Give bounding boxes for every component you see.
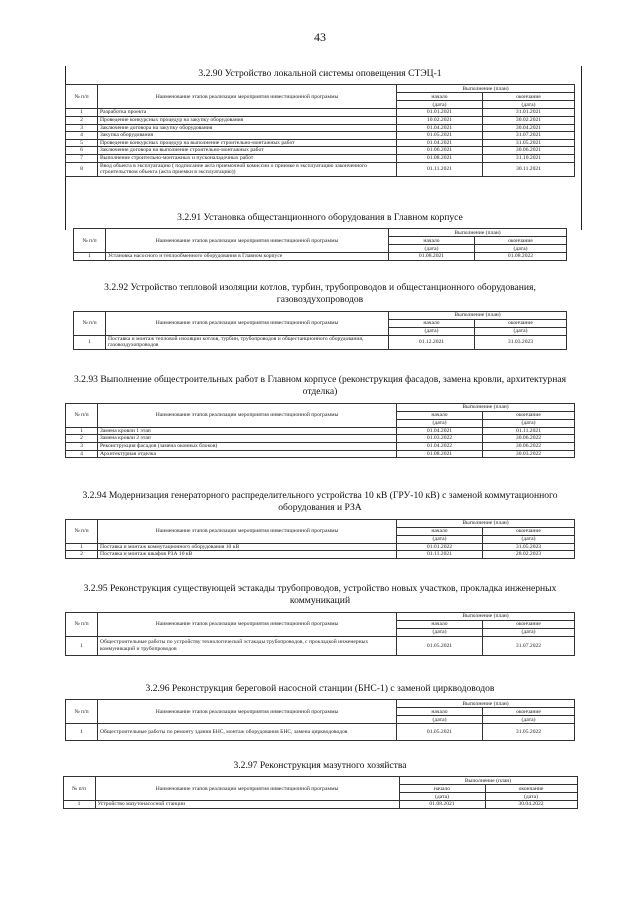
row-stage-name: Архитектурная отделка: [98, 450, 397, 458]
col-header-plan: Выполнение (план): [397, 612, 575, 620]
row-number: 1: [74, 335, 106, 349]
col-header-num: № п/п: [66, 519, 98, 543]
col-header-end: окончание: [483, 527, 575, 535]
col-header-name: Наименование этапов реализации мероприятия инвестиционной программы: [98, 85, 397, 109]
col-header-name: Наименование этапов реализации мероприятия инвестиционной программы: [95, 777, 399, 801]
schedule-table: [65, 699, 575, 741]
col-header-start-date: (дата): [397, 628, 483, 636]
row-number: 1: [66, 724, 98, 741]
col-header-num: № п/п: [66, 700, 98, 724]
section-title: 3.2.91 Установка общестанционного оборудования в Главном корпусе: [177, 212, 463, 223]
schedule-table: [65, 519, 575, 559]
row-start-date: 01.08.2021: [397, 450, 483, 458]
row-start-date: 01.04.2021: [397, 139, 483, 147]
section: [73, 212, 567, 261]
section: [63, 760, 578, 809]
row-stage-name: Разработка проекта: [98, 109, 397, 117]
row-number: 1: [66, 543, 98, 551]
table-row: [66, 154, 575, 162]
row-start-date: 01.05.2021: [397, 636, 483, 655]
table-row: [66, 435, 575, 443]
col-header-name: Наименование этапов реализации мероприятия инвестиционной программы: [98, 403, 397, 427]
col-header-name: Наименование этапов реализации мероприятия инвестиционной программы: [106, 311, 389, 335]
table-row: [66, 724, 575, 741]
col-header-end: окончание: [483, 93, 575, 101]
col-header-start: начало: [397, 411, 483, 419]
col-header-end-date: (дата): [485, 793, 577, 801]
row-end-date: 31.07.2021: [483, 132, 575, 140]
table-header-row: [66, 403, 575, 411]
row-end-date: 30.03.2022: [483, 450, 575, 458]
row-number: 1: [74, 253, 106, 261]
schedule-table: [65, 612, 575, 656]
col-header-end-date: (дата): [483, 535, 575, 543]
row-start-date: 01.08.2021: [397, 154, 483, 162]
col-header-plan: Выполнение (план): [389, 311, 567, 319]
table-header-row: [66, 519, 575, 527]
col-header-num: № п/п: [74, 311, 106, 335]
section-title: 3.2.92 Устройство тепловой изоляции котлов, турбин, трубопроводов и общестанционного оборудования, газовоздухопроводов: [104, 282, 536, 306]
row-end-date: 30.04.2021: [483, 124, 575, 132]
schedule-table: [73, 311, 567, 350]
col-header-start: начало: [389, 319, 475, 327]
row-end-date: 28.02.2023: [483, 551, 575, 559]
table-header-row: [74, 311, 567, 319]
row-end-date: 30.06.2021: [483, 147, 575, 155]
section-title: 3.2.96 Реконструкция береговой насосной станции (БНС-1) с заменой циркводоводов: [145, 683, 495, 694]
section: [65, 490, 575, 559]
col-header-end: окончание: [475, 319, 567, 327]
row-end-date: 31.05.2022: [483, 724, 575, 741]
col-header-start-date: (дата): [397, 716, 483, 724]
row-stage-name: Устройство мазутонасосной станции: [95, 801, 399, 809]
col-header-start-date: (дата): [399, 793, 485, 801]
col-header-end-date: (дата): [483, 716, 575, 724]
row-end-date: 31.03.2023: [475, 335, 567, 349]
row-end-date: 30.04.2022: [485, 801, 577, 809]
row-start-date: 01.04.2022: [397, 443, 483, 451]
row-start-date: 01.05.2021: [397, 724, 483, 741]
row-end-date: 31.07.2022: [483, 636, 575, 655]
row-start-date: 10.02.2021: [397, 117, 483, 125]
table-row: [74, 335, 567, 349]
col-header-start-date: (дата): [389, 327, 475, 335]
section-title: 3.2.97 Реконструкция мазутного хозяйства: [233, 760, 407, 771]
col-header-num: № п/п: [63, 777, 95, 801]
table-row: [63, 801, 577, 809]
col-header-name: Наименование этапов реализации мероприятия инвестиционной программы: [98, 700, 397, 724]
row-start-date: 01.01.2021: [397, 109, 483, 117]
row-stage-name: Поставка и монтаж коммутационного оборудования 10 кВ: [98, 543, 397, 551]
table-row: [66, 117, 575, 125]
table-row: [66, 636, 575, 655]
row-stage-name: Выполнение строительно-монтажных и пусконаладочных работ: [98, 154, 397, 162]
table-row: [66, 450, 575, 458]
row-number: 2: [66, 435, 98, 443]
schedule-table: [65, 403, 575, 458]
row-start-date: 01.12.2021: [389, 335, 475, 349]
row-number: 5: [66, 139, 98, 147]
schedule-table: [63, 776, 578, 809]
table-row: [66, 543, 575, 551]
row-stage-name: Общестроительные работы по ремонту здания БНС, монтаж оборудования БНС, замена циркводоводов: [98, 724, 397, 741]
table-row: [66, 124, 575, 132]
section: [65, 683, 575, 741]
schedule-table: [73, 228, 567, 261]
row-start-date: 01.08.2021: [389, 253, 475, 261]
row-end-date: 01.08.2022: [475, 253, 567, 261]
row-stage-name: Общестроительные работы по устройству технологической эстакады трубопроводов, с прокладкой инженерных коммуникаций и трубопроводов: [98, 636, 397, 655]
row-number: 3: [66, 124, 98, 132]
table-header-row: [63, 777, 577, 785]
table-row: [66, 162, 575, 176]
col-header-num: № п/п: [74, 229, 106, 253]
table-row: [66, 427, 575, 435]
table-header-row: [66, 85, 575, 93]
col-header-num: № п/п: [66, 612, 98, 636]
col-header-plan: Выполнение (план): [397, 85, 575, 93]
row-number: 3: [66, 443, 98, 451]
row-number: 1: [66, 636, 98, 655]
col-header-start-date: (дата): [389, 245, 475, 253]
row-stage-name: Заключение договора на выполнение строительно-монтажных работ: [98, 147, 397, 155]
col-header-end: окончание: [475, 237, 567, 245]
col-header-end-date: (дата): [475, 327, 567, 335]
table-header-row: [66, 612, 575, 620]
row-end-date: 31.05.2023: [483, 543, 575, 551]
row-stage-name: Поставка и монтаж шкафов РЗА 10 кВ: [98, 551, 397, 559]
row-stage-name: Установка насосного и теплообменного оборудования в Главном корпусе: [106, 253, 389, 261]
row-start-date: 01.11.2021: [397, 162, 483, 176]
table-row: [66, 132, 575, 140]
col-header-end: окончание: [483, 620, 575, 628]
row-end-date: 30.06.2022: [483, 443, 575, 451]
row-start-date: 01.06.2021: [397, 147, 483, 155]
table-row: [66, 551, 575, 559]
col-header-end-date: (дата): [483, 628, 575, 636]
col-header-end-date: (дата): [483, 101, 575, 109]
row-number: 1: [66, 109, 98, 117]
row-stage-name: Ввод объекта в эксплуатацию ( подписание акта приемочной комиссии о приемке в эксплуатацию законченного строительством объекта (акта приемки в эксплуатацию)): [98, 162, 397, 176]
col-header-start: начало: [397, 708, 483, 716]
col-header-plan: Выполнение (план): [389, 229, 567, 237]
col-header-start: начало: [389, 237, 475, 245]
section-title: 3.2.94 Модернизация генераторного распределительного устройства 10 кВ (ГРУ-10 кВ) с заменой коммутационного оборудования и РЗА: [82, 490, 558, 514]
row-number: 4: [66, 450, 98, 458]
row-end-date: 01.11.2021: [483, 427, 575, 435]
row-number: 1: [63, 801, 95, 809]
col-header-end: окончание: [483, 411, 575, 419]
col-header-start: начало: [397, 620, 483, 628]
col-header-plan: Выполнение (план): [397, 403, 575, 411]
row-stage-name: Поставка и монтаж тепловой изоляции котлов, турбин, трубопроводов и общестанционного оборудования, газовоздухопроводов: [106, 335, 389, 349]
col-header-name: Наименование этапов реализации мероприятия инвестиционной программы: [98, 519, 397, 543]
table-header-row: [66, 700, 575, 708]
row-end-date: 30.06.2022: [483, 435, 575, 443]
row-number: 8: [66, 162, 98, 176]
row-number: 4: [66, 132, 98, 140]
row-end-date: 31.05.2021: [483, 139, 575, 147]
col-header-plan: Выполнение (план): [397, 700, 575, 708]
table-row: [66, 109, 575, 117]
row-end-date: 30.02.2021: [483, 117, 575, 125]
row-end-date: 31.10.2021: [483, 154, 575, 162]
col-header-end: окончание: [483, 708, 575, 716]
col-header-num: № п/п: [66, 403, 98, 427]
section-title: 3.2.93 Выполнение общестроительных работ в Главном корпусе (реконструкция фасадов, замена кровли, архитектурная отделка): [73, 374, 567, 398]
row-stage-name: Проведение конкурсных процедур на закупку оборудования: [98, 117, 397, 125]
row-end-date: 30.11.2021: [483, 162, 575, 176]
col-header-start-date: (дата): [397, 101, 483, 109]
row-stage-name: Реконструкция фасадов (замена оконных блоков): [98, 443, 397, 451]
table-row: [66, 139, 575, 147]
row-number: 6: [66, 147, 98, 155]
row-end-date: 31.01.2021: [483, 109, 575, 117]
row-start-date: 01.08.2021: [399, 801, 485, 809]
row-number: 7: [66, 154, 98, 162]
row-number: 1: [66, 427, 98, 435]
col-header-end-date: (дата): [483, 419, 575, 427]
section-title: 3.2.90 Устройство локальной системы оповещения СТЭЦ-1: [198, 68, 442, 79]
table-row: [66, 443, 575, 451]
row-start-date: 01.03.2022: [397, 435, 483, 443]
col-header-end: окончание: [485, 785, 577, 793]
row-stage-name: Заключение договора на закупку оборудования: [98, 124, 397, 132]
col-header-start-date: (дата): [397, 535, 483, 543]
row-stage-name: Замена кровли 2 этап: [98, 435, 397, 443]
col-header-start: начало: [399, 785, 485, 793]
col-header-name: Наименование этапов реализации мероприятия инвестиционной программы: [98, 612, 397, 636]
row-stage-name: Закупка оборудования: [98, 132, 397, 140]
schedule-table: [65, 84, 575, 176]
section: [65, 68, 575, 177]
section: [65, 374, 575, 458]
section-title: 3.2.95 Реконструкция существующей эстакады трубопроводов, устройство новых участков, прокладка инженерных коммуникаций: [83, 583, 557, 607]
row-number: 2: [66, 117, 98, 125]
table-header-row: [74, 229, 567, 237]
row-start-date: 01.04.2021: [397, 427, 483, 435]
col-header-end-date: (дата): [475, 245, 567, 253]
table-row: [66, 147, 575, 155]
row-stage-name: Замена кровли 1 этап: [98, 427, 397, 435]
col-header-start: начало: [397, 93, 483, 101]
row-start-date: 01.01.2022: [397, 543, 483, 551]
col-header-num: № п/п: [66, 85, 98, 109]
row-start-date: 01.04.2021: [397, 124, 483, 132]
row-stage-name: Проведение конкурсных процедур на выполнение строительно-монтажных работ: [98, 139, 397, 147]
col-header-name: Наименование этапов реализации мероприятия инвестиционной программы: [106, 229, 389, 253]
col-header-plan: Выполнение (план): [397, 519, 575, 527]
table-row: [74, 253, 567, 261]
row-number: 2: [66, 551, 98, 559]
page-number: 43: [314, 30, 326, 44]
col-header-start: начало: [397, 527, 483, 535]
row-start-date: 01.05.2021: [397, 132, 483, 140]
col-header-plan: Выполнение (план): [399, 777, 577, 785]
section: [73, 282, 567, 350]
col-header-start-date: (дата): [397, 419, 483, 427]
section: [65, 583, 575, 656]
row-start-date: 01.11.2021: [397, 551, 483, 559]
